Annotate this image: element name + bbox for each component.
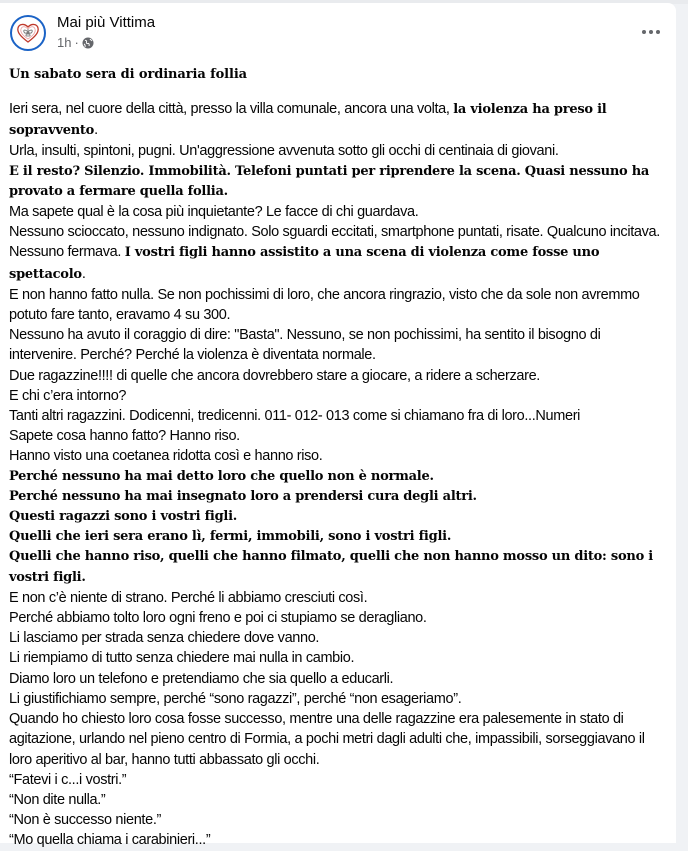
more-options-button[interactable] (636, 23, 666, 41)
post-paragraph (9, 366, 669, 386)
bold-text: Questi ragazzi sono i vostri figli. (9, 509, 238, 525)
text: “Mo quella chiama i carabinieri...” (9, 832, 211, 849)
post-paragraph (9, 547, 669, 587)
text: Due ragazzine!!!! di quelle che ancora dovrebbero stare a giocare, a ridere a scherzare. (9, 367, 540, 384)
meta-separator: · (74, 35, 79, 50)
post-paragraph (9, 770, 669, 790)
post-meta (57, 35, 94, 50)
text: E non hanno fatto nulla. Se non pochissimi di loro, che ancora ringrazio, visto che da sole non avremmo potuto fare tanto, eravamo 4 su 300. (9, 286, 640, 324)
post-paragraph (9, 588, 669, 608)
text: Ieri sera, nel cuore della città, presso la villa comunale, ancora una volta, (9, 101, 454, 117)
text: . (94, 122, 98, 139)
post-paragraph (9, 669, 669, 689)
post-paragraph (9, 608, 669, 628)
post-paragraph (9, 467, 669, 487)
globe-icon (82, 37, 94, 49)
post-paragraph (9, 446, 669, 466)
post-paragraph (9, 487, 669, 507)
post-title: Un sabato sera di ordinaria follia (9, 67, 247, 82)
more-options-icon-dot (649, 30, 653, 34)
text: Hanno visto una coetanea ridotta così e hanno riso. (9, 448, 323, 465)
post-paragraph (9, 507, 669, 527)
post-paragraph (9, 709, 669, 770)
post-time[interactable]: 1h (57, 35, 72, 50)
post-body (9, 99, 669, 851)
text: Li giustifichiamo sempre, perché “sono ragazzi”, perché “non esageriamo”. (9, 690, 462, 707)
post-header (10, 13, 670, 57)
post-paragraph (9, 141, 669, 161)
text: “Non dite nulla.” (9, 791, 106, 808)
post-paragraph (9, 426, 669, 446)
post-content (9, 65, 669, 851)
text: Li riempiamo di tutto senza chiedere mai nulla in cambio. (9, 650, 355, 667)
post-paragraph (9, 325, 669, 365)
post-paragraph (9, 162, 669, 202)
bold-text: Quelli che ieri sera erano lì, fermi, immobili, sono i vostri figli. (9, 529, 452, 545)
post-paragraph (9, 810, 669, 830)
post-paragraph (9, 99, 669, 141)
post-paragraph (9, 689, 669, 709)
text: Nessuno ha avuto il coraggio di dire: "Basta". Nessuno, se non pochissimi, ha sentito il bisogno di intervenire. Perché? Perché la violenza è diventata normale. (9, 327, 601, 364)
post-paragraph (9, 527, 669, 547)
more-options-icon-dot (642, 30, 646, 34)
text: E chi c’era intorno? (9, 387, 127, 404)
bold-text: la violenza ha preso il sopravvento (9, 102, 607, 139)
bold-text: I vostri figli hanno assistito a una scena di violenza come fosse uno spettacolo (9, 245, 600, 282)
post-paragraph (9, 628, 669, 648)
bold-text: Perché nessuno ha mai detto loro che quello non è normale. (9, 468, 434, 484)
bold-text: Quelli che hanno riso, quelli che hanno filmato, quelli che non hanno mosso un dito: sono i vostri figli. (9, 549, 653, 585)
text: Urla, insulti, spintoni, pugni. Un'aggressione avvenuta sotto gli occhi di centinaia di giovani. (9, 143, 559, 160)
post-card (0, 3, 676, 849)
text: . (81, 265, 86, 282)
text: Nessuno scioccato, nessuno indignato. Solo sguardi eccitati, smartphone puntati, risate. Qualcuno incitava. Nessuno fermava. (9, 224, 660, 261)
post-paragraph (9, 222, 669, 285)
text: Li lasciamo per strada senza chiedere dove vanno. (9, 630, 320, 647)
text: Quando ho chiesto loro cosa fosse successo, mentre una delle ragazzine era palesemente in stato di agitazione, urlando nel pieno centro di Formia, a pochi metri dagli adulti che, impassibili, sorseggiavano il loro aperitivo al bar, hanno tutti abbassato gli occhi. (9, 711, 645, 768)
post-paragraph (9, 386, 669, 406)
text: Ma sapete qual è la cosa più inquietante? Le facce di chi guardava. (9, 204, 419, 221)
text: “Non è successo niente.” (9, 812, 161, 829)
author-name[interactable]: Mai più Vittima (57, 14, 156, 31)
post-paragraph (9, 202, 669, 222)
post-paragraph (9, 830, 669, 850)
heart-butterfly-logo-icon (15, 20, 41, 46)
bold-text: E il resto? Silenzio. Immobilità. Telefoni puntati per riprendere la scena. Quasi nessuno ha provato a fermare quella follia. (9, 163, 650, 199)
text: Perché abbiamo tolto loro ogni freno e poi ci stupiamo se deragliano. (9, 610, 427, 627)
text: Diamo loro un telefono e pretendiamo che sia quello a educarli. (9, 670, 394, 687)
bold-text: Perché nessuno ha mai insegnato loro a prendersi cura degli altri. (9, 488, 477, 504)
post-paragraph (9, 406, 669, 426)
text: E non c’è niente di strano. Perché li abbiamo cresciuti così. (9, 589, 368, 606)
text: Sapete cosa hanno fatto? Hanno riso. (9, 428, 240, 445)
more-options-icon-dot (656, 30, 660, 34)
text: “Fatevi i c...i vostri.” (9, 771, 127, 788)
post-paragraph (9, 285, 669, 325)
post-paragraph (9, 648, 669, 668)
text: Tanti altri ragazzini. Dodicenni, tredicenni. 011- 012- 013 come si chiamano fra di loro...Numeri (9, 408, 581, 425)
avatar[interactable] (10, 15, 46, 51)
post-paragraph (9, 790, 669, 810)
